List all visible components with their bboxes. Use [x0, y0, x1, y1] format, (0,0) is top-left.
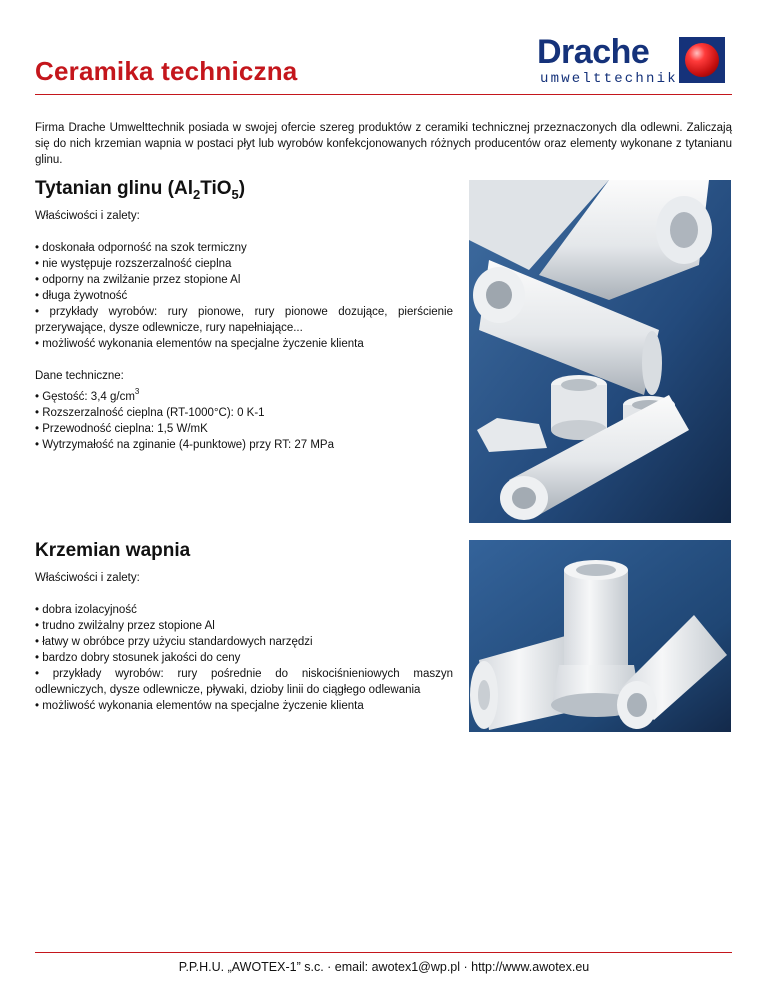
intro-paragraph: Firma Drache Umwelttechnik posiada w swojej ofercie szereg produktów z ceramiki technicznej przeznaczonych dla odlewni. Zaliczają się do nich krzemian wapnia w postaci płyt lub wyrobów konfekcjonowanych różnych producentów oraz elementy wykonane z tytanianu glinu. — [35, 122, 732, 166]
list-item: • łatwy w obróbce przy użyciu standardowych narzędzi — [35, 636, 313, 648]
logo-wordmark: Drache — [537, 33, 650, 71]
page-title: Ceramika techniczna — [35, 56, 298, 86]
list-item: • przykłady wyrobów: rury pośrednie do niskociśnieniowych maszyn odlewniczych, dysze odlewnicze, pływaki, dzioby linii do ciągłego odlewania — [35, 668, 453, 696]
list-item: • możliwość wykonania elementów na specjalne życzenie klienta — [35, 700, 364, 712]
logo-subtitle: umwelttechnik — [540, 71, 678, 87]
list-item: • Rozszerzalność cieplna (RT-1000°C): 0 K-1 — [35, 407, 265, 419]
krzemian-product-photo — [469, 540, 731, 732]
list-item: • bardzo dobry stosunek jakości do ceny — [35, 652, 241, 664]
tech-data-list — [35, 384, 453, 453]
section-heading-krzemian: Krzemian wapnia — [35, 540, 191, 561]
tech-data-label: Dane techniczne: — [35, 370, 124, 382]
list-item: • doskonała odporność na szok termiczny — [35, 242, 247, 254]
list-item: • Wytrzymałość na zginanie (4-punktowe) przy RT: 27 MPa — [35, 439, 334, 451]
list-item: • dobra izolacyjność — [35, 604, 137, 616]
footer-rule — [35, 952, 732, 953]
logo-ball-icon — [679, 37, 725, 83]
section1-text — [35, 208, 453, 453]
list-item: • trudno zwilżalny przez stopione Al — [35, 620, 215, 632]
company-logo — [531, 35, 731, 87]
list-item: • nie występuje rozszerzalność cieplna — [35, 258, 232, 270]
list-item: • Przewodność cieplna: 1,5 W/mK — [35, 423, 208, 435]
list-item: • odporny na zwilżanie przez stopione Al — [35, 274, 241, 286]
list-item: • możliwość wykonania elementów na specjalne życzenie klienta — [35, 338, 364, 350]
section-heading-tytanian: Tytanian glinu $(Al_2TiO_5)$ — [35, 178, 246, 202]
list-item: • Gęstość: 3,4 $g/cm^3$ — [35, 387, 140, 403]
section2-text — [35, 570, 453, 714]
properties-list — [35, 602, 453, 714]
list-item: • przykłady wyrobów: rury pionowe, rury pionowe dozujące, pierścienie przerywające, dysze odlewnicze, rury napełniające... — [35, 306, 453, 334]
properties-label: Właściwości i zalety: — [35, 210, 140, 222]
footer-contact: P.P.H.U. „AWOTEX-1” s.c. · email: awotex1@wp.pl · http://www.awotex.eu — [178, 960, 590, 974]
header-rule — [35, 94, 732, 95]
properties-label: Właściwości i zalety: — [35, 572, 140, 584]
list-item: • długa żywotność — [35, 290, 128, 302]
tytanian-product-photo — [469, 180, 731, 523]
properties-list — [35, 240, 453, 352]
